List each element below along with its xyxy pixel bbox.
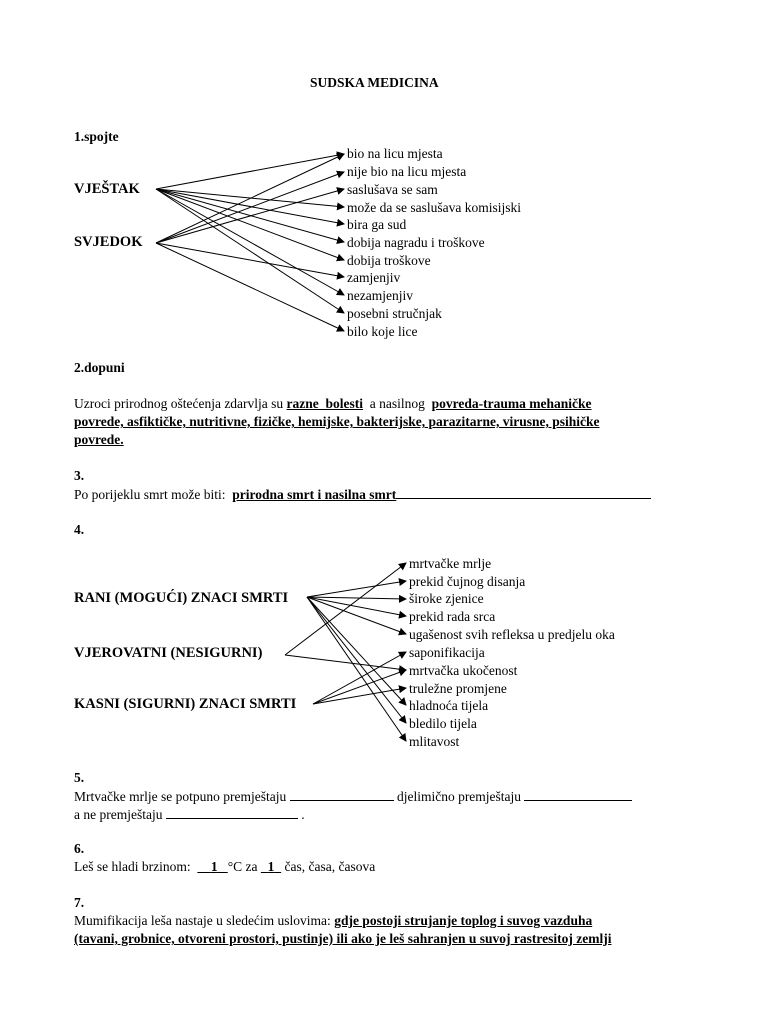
q1-right-item: zamjenjiv (347, 270, 401, 285)
q4-left-vjerovatni: VJEROVATNI (NESIGURNI) (74, 645, 263, 661)
matching-arrow (156, 243, 344, 277)
q4-left-kasni: KASNI (SIGURNI) ZNACI SMRTI (74, 696, 297, 712)
q2-middle: a nasilnog (369, 396, 425, 411)
q3-prefix: Po porijeklu smrt može biti: (74, 487, 226, 502)
matching-arrow (156, 189, 344, 295)
q4-right-item: saponifikacija (409, 645, 485, 660)
q4-right-item: ugašenost svih refleksa u predjelu oka (409, 627, 615, 642)
q3-number: 3. (74, 468, 85, 483)
q4-right-item: prekid čujnog disanja (409, 574, 526, 589)
matching-arrow (156, 189, 344, 224)
q2-answer2-line3: povrede. (74, 432, 124, 447)
q1-right-item: nezamjenjiv (347, 288, 413, 303)
q6-unit: °C za (227, 859, 258, 874)
q1-right-item: bilo koje lice (347, 324, 418, 339)
q4-right-item: mrtvačke mrlje (409, 556, 492, 571)
q2-answer1: razne_bolesti (286, 396, 364, 411)
matching-arrow (156, 189, 344, 260)
q4-right-item: bledilo tijela (409, 716, 477, 731)
q1-right-item: dobija nagradu i troškove (347, 235, 485, 250)
matching-arrow (156, 154, 344, 243)
q1-left-svjedok: SVJEDOK (74, 234, 143, 250)
q5-part3: a ne premještaju (74, 807, 163, 822)
matching-arrow (307, 581, 406, 597)
q1-right-item: bio na licu mjesta (347, 146, 443, 161)
q5-part1: Mrtvačke mrlje se potpuno premještaju (74, 789, 287, 804)
q6-number: 6. (74, 841, 85, 856)
q6-prefix: Leš se hladi brzinom: (74, 859, 191, 874)
q5-number: 5. (74, 770, 85, 785)
q4-right-item: mlitavost (409, 734, 460, 749)
q7-answer-line1: gdje postoji strujanje toplog i suvog vazduha (334, 913, 593, 928)
q2-prefix: Uzroci prirodnog oštećenja zdarvlja su (74, 396, 284, 411)
q6-value2-text: 1 (267, 859, 275, 874)
q1-heading: 1.spojte (74, 129, 119, 144)
q1-arrows (156, 154, 344, 331)
q1-right-item: dobija troškove (347, 253, 431, 268)
q4-arrows (285, 563, 406, 741)
q4-right-item: široke zjenice (409, 591, 484, 606)
q4-right-item: prekid rada srca (409, 609, 496, 624)
q1-right-item: saslušava se sam (347, 182, 438, 197)
matching-arrow (285, 563, 406, 655)
q4-number: 4. (74, 522, 85, 537)
q7-answer-line2: (tavani, grobnice, otvoreni prostori, pustinje) ili ako je leš sahranjen u suvoj rastresitoj zemlji (74, 931, 612, 946)
q1-right-item: može da se saslušava komisijski (347, 200, 521, 215)
q6-suffix: čas, časa, časova (284, 859, 376, 874)
q2-heading: 2.dopuni (74, 360, 125, 375)
q5-part2: djelimično premještaju (396, 789, 522, 804)
q4-left-rani: RANI (MOGUĆI) ZNACI SMRTI (74, 590, 289, 606)
q6-value1-text: 1 (210, 859, 218, 874)
q4-right-item: hladnoća tijela (409, 698, 489, 713)
page-title: SUDSKA MEDICINA (310, 75, 439, 90)
q1-right-item: bira ga sud (347, 217, 407, 232)
q2-answer2-line1: povreda-trauma mehaničke (431, 396, 592, 411)
matching-arrow (313, 670, 406, 704)
matching-arrow (156, 154, 344, 189)
q1-right-item: nije bio na licu mjesta (347, 164, 467, 179)
q4-right-item: mrtvačka ukočenost (409, 663, 518, 678)
q1-right-item: posebni stručnjak (347, 306, 442, 321)
matching-arrow (307, 597, 406, 599)
q1-left-vjestak: VJEŠTAK (74, 181, 140, 197)
q3-answer: prirodna smrt i nasilna smrt (232, 487, 397, 502)
q2-answer2-line2: povrede, asfiktičke, nutritivne, fizičke, hemijske, bakterijske, parazitarne, virusne, psihičke (74, 414, 600, 429)
q4-right-item: truležne promjene (409, 681, 507, 696)
matching-arrow (307, 597, 406, 741)
q5-end: . (301, 807, 305, 822)
q7-prefix: Mumifikacija leša nastaje u sledećim uslovima: (74, 913, 331, 928)
q7-number: 7. (74, 895, 85, 910)
matching-arrow (156, 243, 344, 331)
